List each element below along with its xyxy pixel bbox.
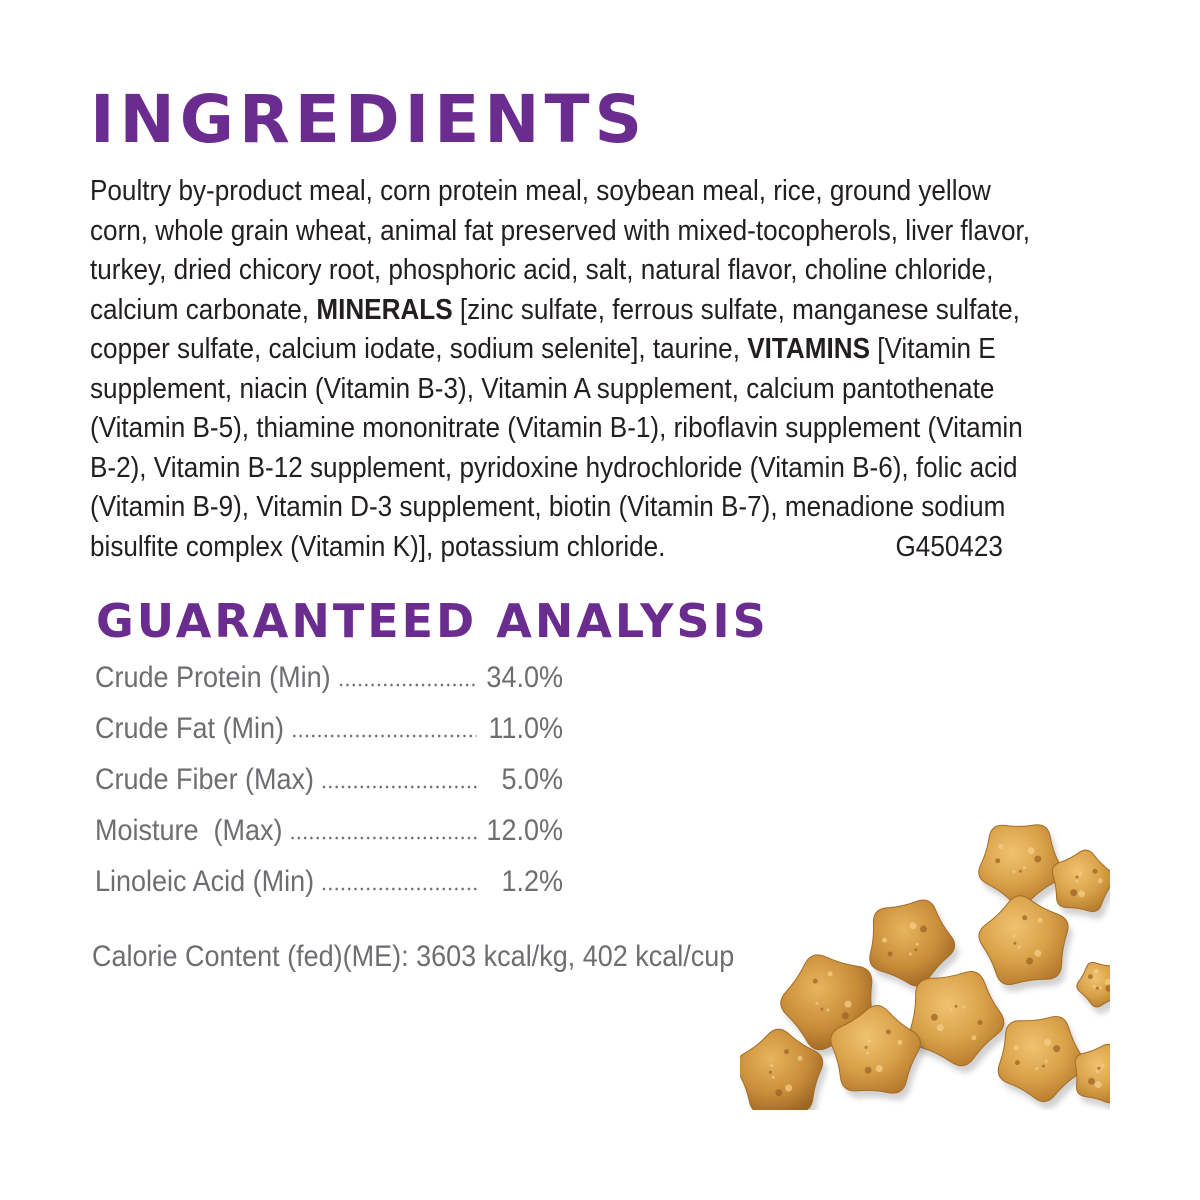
calorie-content: Calorie Content (fed)(ME): 3603 kcal/kg, 402 kcal/cup <box>92 940 735 973</box>
kibble-piece <box>1077 962 1110 1007</box>
dot-leader <box>321 785 476 789</box>
kibble-texture <box>1044 1039 1051 1046</box>
kibble-texture <box>1026 958 1033 965</box>
kibble-texture <box>886 1029 891 1034</box>
ingredients-text-segment: [zinc sulfate, ferrous sulfate, manganese sulfate, <box>452 293 1020 326</box>
kibble-texture <box>1038 918 1043 923</box>
ingredients-line: turkey, dried chicory root, phosphoric acid, salt, natural flavor, choline chloride, <box>90 254 994 286</box>
kibble-texture <box>868 1039 871 1042</box>
nutrient-name: Crude Fiber (Max) <box>95 762 315 796</box>
analysis-row <box>95 856 563 907</box>
analysis-row <box>95 703 563 754</box>
vitamins-label: VITAMINS <box>747 333 870 365</box>
kibble-texture <box>865 1067 872 1074</box>
kibble-texture <box>909 953 912 956</box>
kibble-texture <box>1018 946 1021 949</box>
kibble-texture <box>1095 1081 1102 1088</box>
kibble-texture <box>815 1002 818 1005</box>
kibble-piece <box>979 896 1068 985</box>
ingredients-line: (Vitamin B-5), thiamine mononitrate (Vitamin B-1), riboflavin supplement (Vitamin <box>90 412 1023 444</box>
kibble-texture <box>920 926 927 933</box>
nutrient-amount: 12.0% <box>486 813 563 847</box>
kibble-texture <box>916 943 919 946</box>
kibble-texture <box>772 1076 775 1079</box>
kibble-texture <box>1093 869 1098 874</box>
kibble-image <box>740 812 1110 1110</box>
kibble-texture <box>1078 890 1085 897</box>
ingredients-line: corn, whole grain wheat, animal fat preserved with mixed-tocopherols, liver flavor, <box>90 214 1031 247</box>
kibble-texture <box>1093 985 1096 988</box>
kibble-texture <box>1023 866 1026 869</box>
kibble-texture <box>910 922 917 929</box>
kibble-texture <box>962 1006 965 1009</box>
ingredients-text-segment: copper sulfate, calcium iodate, sodium selenite], taurine, <box>90 333 748 365</box>
kibble-texture <box>1053 1045 1060 1052</box>
kibble-texture <box>971 1035 976 1040</box>
ingredients-line: B-2), Vitamin B-12 supplement, pyridoxine hydrochloride (Vitamin B-6), folic acid <box>90 451 1018 484</box>
nutrient-name: Crude Fat (Min) <box>95 711 285 745</box>
kibble-texture <box>1096 987 1099 990</box>
kibble-texture <box>845 1001 852 1008</box>
kibble-texture <box>1099 986 1102 989</box>
dot-leader <box>290 836 477 840</box>
kibble-texture <box>888 952 893 957</box>
nutrient-amount: 11.0% <box>488 711 563 745</box>
minerals-label: MINERALS <box>316 293 453 326</box>
kibble-texture <box>998 844 1003 849</box>
ingredients-line <box>90 291 1026 331</box>
kibble-texture <box>1045 1060 1048 1063</box>
kibble-texture <box>866 1052 869 1055</box>
kibble-texture <box>769 1071 772 1074</box>
analysis-row <box>95 754 563 805</box>
kibble-texture <box>876 1065 883 1072</box>
ingredients-line: Poultry by-product meal, corn protein meal, soybean meal, rice, ground yellow <box>90 175 991 207</box>
kibble-texture <box>1019 870 1022 873</box>
kibble-texture <box>897 1040 902 1045</box>
kibble-texture <box>1088 974 1093 979</box>
dot-leader <box>291 734 476 738</box>
kibble-texture <box>842 1012 849 1019</box>
ingredients-line: supplement, niacin (Vitamin B-3), Vitamin A supplement, calcium pantothenate <box>90 372 995 405</box>
kibble-texture <box>821 1008 824 1011</box>
kibble-texture <box>937 1024 944 1031</box>
kibble-texture <box>827 1009 830 1012</box>
nutrient-amount: 5.0% <box>501 762 563 796</box>
kibble-texture <box>1028 847 1035 854</box>
kibble-texture <box>1088 1078 1095 1085</box>
kibble-texture <box>1034 950 1041 957</box>
nutrient-amount: 1.2% <box>501 864 563 898</box>
kibble-texture <box>1097 1067 1100 1070</box>
ingredients-line: (Vitamin B-9), Vitamin D-3 supplement, biotin (Vitamin B-7), menadione sodium <box>90 491 1006 523</box>
kibble-texture <box>882 938 887 943</box>
kibble-texture <box>770 1064 773 1067</box>
dot-leader <box>338 683 477 687</box>
kibble-texture <box>1013 935 1016 938</box>
kibble-texture <box>1094 969 1099 974</box>
ingredients-heading: INGREDIENTS <box>90 81 648 158</box>
nutrient-name: Crude Protein (Min) <box>95 660 331 694</box>
nutrient-amount: 34.0% <box>486 660 563 694</box>
kibble-texture <box>1102 1064 1105 1067</box>
kibble-texture <box>914 948 917 951</box>
kibble-texture <box>1079 872 1082 875</box>
kibble-texture <box>865 1046 868 1049</box>
kibble-texture <box>775 1089 782 1096</box>
kibble-texture <box>1035 1067 1038 1070</box>
ingredients-list <box>90 172 1031 567</box>
kibble-texture <box>813 979 818 984</box>
guaranteed-analysis-heading: GUARANTEED ANALYSIS <box>96 594 769 648</box>
analysis-row <box>95 805 563 856</box>
kibble-texture <box>1012 870 1015 873</box>
kibble-texture <box>1015 1060 1020 1065</box>
kibble-texture <box>1075 880 1078 883</box>
dot-leader <box>321 887 476 891</box>
kibble-illustration <box>740 812 1110 1110</box>
kibble-texture <box>995 858 1000 863</box>
guaranteed-analysis-table <box>95 652 563 907</box>
kibble-texture <box>955 1005 958 1008</box>
kibble-texture <box>785 1085 792 1092</box>
ingredients-text-segment: bisulfite complex (Vitamin K)], potassium chloride. <box>90 530 666 563</box>
kibble-texture <box>1042 1065 1045 1068</box>
kibble-texture <box>1034 856 1041 863</box>
kibble-texture <box>1070 889 1077 896</box>
ingredients-text-segment: [Vitamin E <box>869 333 996 365</box>
ingredients-line-last <box>90 528 1026 568</box>
kibble-texture <box>931 1014 938 1021</box>
nutrient-name: Moisture (Max) <box>95 813 283 847</box>
kibble-texture <box>828 972 833 977</box>
kibble-texture <box>1098 878 1103 883</box>
lot-code: G450423 <box>895 530 1003 563</box>
ingredients-text-segment: calcium carbonate, <box>90 293 317 326</box>
analysis-row <box>95 652 563 703</box>
kibble-texture <box>1013 942 1016 945</box>
kibble-texture <box>798 1056 803 1061</box>
kibble-texture <box>1076 876 1079 879</box>
kibble-texture <box>1096 1070 1099 1073</box>
ingredients-line <box>90 330 1026 370</box>
kibble-texture <box>978 1020 983 1025</box>
nutrient-name: Linoleic Acid (Min) <box>95 864 315 898</box>
kibble-texture <box>1022 915 1027 920</box>
kibble-texture <box>950 1008 953 1011</box>
kibble-texture <box>784 1049 789 1054</box>
kibble-texture <box>1014 1045 1019 1050</box>
